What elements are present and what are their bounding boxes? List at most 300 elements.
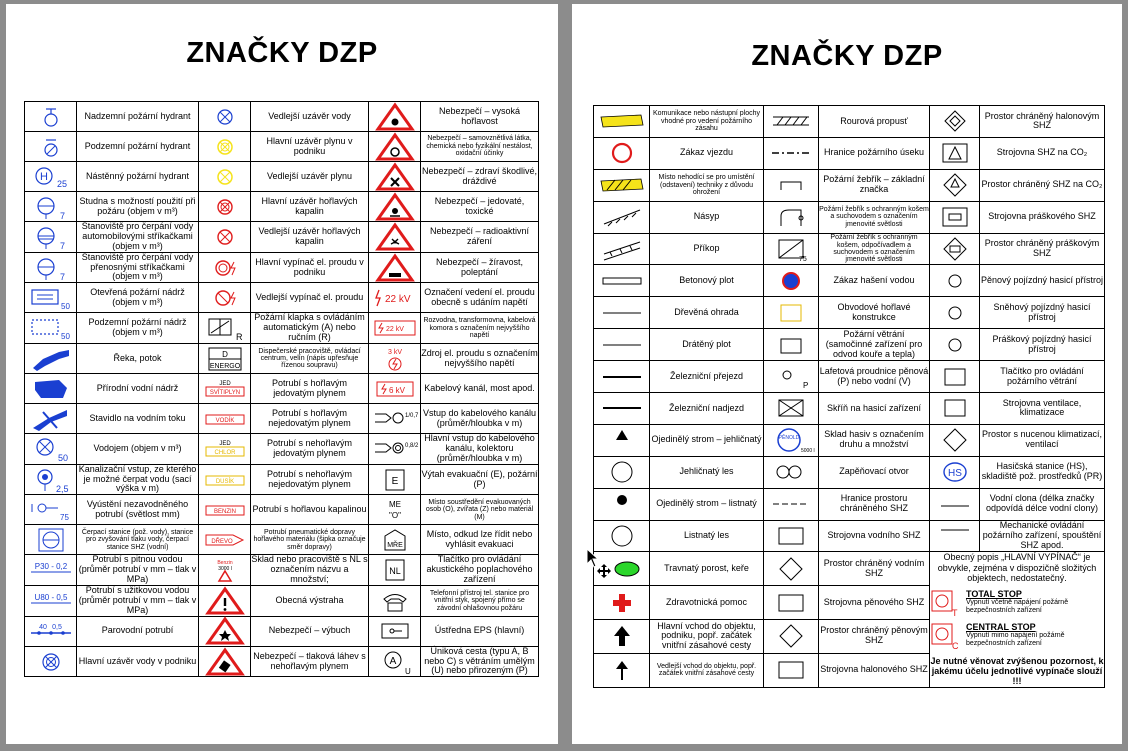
legend-text: Nebezpečí – samovznětlivá látka, chemická nebo fyzikální nestálost, oxidační účinky (421, 132, 539, 162)
wire-fence-icon (594, 329, 650, 361)
well-volume: 7 (59, 210, 65, 221)
legend-text: Nebezpečí – jedovaté, toxické (421, 192, 539, 222)
concrete-fence-icon (594, 265, 650, 297)
legend-text: Potrubí s nehořlavým nejedovatým plynem (251, 464, 369, 495)
water-point-auto-icon (25, 222, 77, 253)
sewer-inlet-height: 2,5 (55, 483, 69, 494)
legend-row (594, 488, 1105, 520)
agent-amount-label: 5000 l (801, 448, 815, 455)
escape-route-letter: A (389, 655, 396, 667)
flammable-structure-icon (764, 297, 819, 329)
central-stop-block (930, 622, 1104, 650)
legend-text: Hlavní vypínač el. proudu v podniku (251, 252, 369, 283)
central-stop-label: CENTRAL STOP (966, 621, 1036, 632)
legend-text: Násyp (650, 201, 764, 233)
legend-text: Přírodní vodní nádrž (77, 374, 199, 404)
legend-row (25, 102, 539, 132)
legend-text: Stavidlo na vodním toku (77, 404, 199, 434)
legend-text: Místo soustředění evakuovaných osob (O), zvířata (Z) nebo materiál (M) (421, 495, 539, 525)
legend-text: Hranice prostoru chráněného SHZ (819, 488, 930, 520)
legend-text: Skříň na hasicí zařízení (819, 393, 930, 425)
power-line-icon (369, 283, 421, 313)
legend-text: Vodojem (objem v m³) (77, 434, 199, 465)
warning-corrosive-icon (369, 252, 421, 283)
culvert-icon (764, 106, 819, 138)
powder-area-icon (930, 233, 980, 265)
legend-text: Betonový plot (650, 265, 764, 297)
dry-pipe-outlet-icon (25, 495, 77, 525)
legend-row (594, 329, 1105, 361)
left-page-title: ZNAČKY DZP (186, 37, 378, 69)
side-entrance-icon (594, 653, 650, 687)
legend-text: Hasičská stanice (HS), skladiště pož. prostředků (PR) (980, 456, 1105, 488)
no-water-icon (764, 265, 819, 297)
legend-text: Hlavní uzávěr vody v podniku (77, 646, 199, 677)
deciduous-forest-icon (594, 520, 650, 552)
legend-text: Nástěnný požární hydrant (77, 162, 199, 192)
legend-text: Ojedinělý strom – listnatý (650, 488, 764, 520)
note-text: Obecný popis „HLAVNÍ VYPÍNAČ“ je obvykle, zejména v dispozičně složitých objektech, nedostatečný. (937, 552, 1097, 584)
valve-secondary-liquid-icon (199, 222, 251, 253)
legend-text: Vstup do kabelového kanálu (průměr/hloubka v m) (421, 404, 539, 434)
legend-text: Prostor chráněný SHZ na CO₂ (980, 169, 1105, 201)
svg-text:H: H (39, 170, 48, 183)
legend-text: Zapěňovací otvor (819, 456, 930, 488)
fire-damper-letter: R (235, 332, 242, 343)
legend-text: Nebezpečí – výbuch (251, 616, 369, 646)
halon-area-icon (930, 106, 980, 138)
legend-text: Sklad nebo pracoviště s NL s označením názvu a množství; (251, 554, 368, 585)
legend-text: Komunikace nebo nástupní plochy vhodné pro vedení požárního zásahu (650, 106, 764, 138)
right-legend-table (593, 105, 1105, 688)
protected-boundary-icon (764, 488, 819, 520)
water-curtain-icon (930, 488, 980, 520)
dispatch-center-icon (199, 344, 251, 374)
legend-text: Potrubí s hořlavým nejedovatým plynem (251, 404, 369, 434)
pipe-nonflammable-toxic-icon (199, 434, 251, 465)
valve-secondary-water-icon (199, 102, 251, 132)
legend-text: Drátěný plot (650, 329, 764, 361)
right-page (572, 4, 1122, 744)
general-warning-icon (199, 586, 251, 617)
ladder-cage-icon (764, 201, 819, 233)
pneumatic-conveyor-icon (199, 525, 251, 555)
legend-text: Listnatý les (650, 520, 764, 552)
legend-text: Prostor s nucenou klimatizací, ventilací (980, 424, 1105, 456)
legend-row (25, 252, 539, 283)
legend-row (594, 424, 1105, 456)
legend-text: Studna s možností použití při požáru (objem v m³) (77, 192, 199, 222)
legend-text: Strojovna práškového SHZ (980, 201, 1105, 233)
tank-underground-volume: 50 (60, 332, 70, 342)
pipe-drinking-icon (25, 555, 77, 586)
legend-text: Potrubí s užitkovou vodou (průměr potrubí v mm – tlak v MPa) (77, 586, 199, 617)
natural-reservoir-icon (25, 374, 77, 404)
alarm-button-label: NL (388, 566, 401, 577)
snow-extinguisher-icon (930, 297, 980, 329)
foam-shz-room-icon (764, 586, 819, 620)
valve-main-gas-icon (199, 132, 251, 162)
cable-channel-voltage: 6 kV (388, 385, 405, 395)
legend-row (25, 495, 539, 525)
pipe-nonflam-label: DUSÍK (215, 478, 234, 485)
legend-text: Jehličnatý les (650, 456, 764, 488)
total-stop-desc: Vypnutí včetně napájení požárně bezpečnostních zařízení (966, 598, 1069, 614)
unsafe-parking-icon (594, 169, 650, 201)
total-stop-icon (930, 589, 960, 617)
warning-flammable-icon (369, 102, 421, 132)
valve-secondary-gas-icon (199, 162, 251, 192)
legend-text: Parovodní potrubí (77, 616, 199, 646)
substation-voltage: 22 kV (385, 326, 404, 334)
legend-text: Zákaz vjezdu (650, 137, 764, 169)
legend-text: Vedlejší uzávěr hořlavých kapalin (251, 222, 369, 253)
legend-text: Mechanické ovládání požárního zařízení, spouštění SHZ apod. (980, 520, 1105, 552)
conifer-tree-icon (594, 424, 650, 456)
forced-air-icon (930, 424, 980, 456)
valve-main-liquid-icon (199, 192, 251, 222)
sluice-gate-icon (25, 404, 77, 434)
warning-explosion-icon (199, 616, 251, 646)
legend-text: Označení vedení el. proudu obecně s udáním napětí (421, 283, 539, 313)
assembly-top: ME (388, 499, 401, 509)
legend-row (25, 222, 539, 253)
ventilation-room-icon (930, 393, 980, 425)
pump-station-icon (25, 525, 77, 555)
legend-text: Řeka, potok (77, 344, 199, 374)
legend-row (594, 233, 1105, 265)
legend-text: Vedlejší vypínač el. proudu (251, 283, 369, 313)
legend-row (25, 192, 539, 222)
hydrant-wall-icon (25, 162, 77, 192)
legend-text: Nebezpečí – žíravost, poleptání (421, 252, 539, 283)
pipe-flammable-label: VODÍK (215, 417, 234, 424)
legend-row (594, 297, 1105, 329)
legend-text: Kanalizační vstup, ze kterého je možné čerpat vodu (sací výška v m) (77, 464, 199, 495)
cable-entry-size: 1/0,7 (404, 412, 418, 419)
mechanical-control-icon (930, 520, 980, 552)
monitor-nozzle-letter: P (803, 380, 809, 390)
central-stop-desc: Vypnutí mimo napájení požárně bezpečnostních zařízení (966, 631, 1065, 647)
legend-text: Požární žebřík – základní značka (819, 169, 930, 201)
fire-ventilation-icon (764, 329, 819, 361)
steam-pipe-diameter: 40 (38, 624, 47, 632)
legend-row (25, 525, 539, 555)
legend-text: Vyústění nezavodněného potrubí (světlost mm) (77, 495, 199, 525)
pipe-flammable-icon (199, 404, 251, 434)
evacuation-control-label: MŘE (386, 541, 403, 549)
well-icon (25, 192, 77, 222)
cable-main-entry-size: 0,8/2 (404, 442, 418, 449)
legend-text: Strojovna halonového SHZ (819, 653, 930, 687)
pipe-liquid-label: BENZIN (213, 508, 236, 515)
legend-row (594, 169, 1105, 201)
monitor-nozzle-icon (764, 361, 819, 393)
note-footer: Je nutné věnovat zvýšenou pozornost, k jakému účelu jednotlivé vypínače slouží !!! (930, 655, 1104, 687)
legend-text: Místo nehodící se pro umístění (odstavení) techniky z důvodu ohrožení (650, 169, 764, 201)
legend-text: Stanoviště pro čerpání vody přenosnými stříkačkami (objem v m³) (77, 252, 199, 283)
warning-chemical-icon (369, 132, 421, 162)
legend-text: Požární žebřík s ochranným košem a suchovodem s označením jmenovité světlosti (819, 201, 930, 233)
legend-text: Strojovna SHZ na CO₂ (980, 137, 1105, 169)
warning-harmful-icon (369, 162, 421, 192)
river-icon (25, 344, 77, 374)
legend-text: Prostor chráněný pěnovým SHZ (819, 620, 930, 654)
water-shz-area-icon (764, 552, 819, 586)
legend-text: Místo, odkud lze řídit nebo vyhlásit evakuaci (421, 525, 539, 555)
rail-overpass-icon (594, 393, 650, 425)
agent-storage-icon (764, 424, 819, 456)
legend-row (25, 434, 539, 465)
embankment-icon (594, 201, 650, 233)
main-entrance-icon (594, 620, 650, 654)
legend-text: Příkop (650, 233, 764, 265)
storage-amount-label: 3000 l (217, 566, 232, 573)
fire-alarm-panel-icon (369, 616, 421, 646)
pipe-nonflam-toxic-top: JED (218, 440, 231, 447)
total-stop-block (930, 589, 1104, 617)
co2-area-icon (930, 169, 980, 201)
water-point-portable-volume: 7 (59, 271, 65, 282)
tank-open-icon (25, 283, 77, 313)
legend-text: Travnatý porost, keře (650, 552, 764, 586)
pipe-nonflammable-icon (199, 464, 251, 495)
legend-text: Nebezpečí – zdraví škodlivé, dráždivé (421, 162, 539, 192)
dry-pipe-diameter: 75 (59, 512, 69, 522)
alarm-button-icon (369, 555, 421, 586)
cable-channel-icon (369, 374, 421, 404)
legend-row (25, 555, 539, 586)
legend-text: Lafetová proudnice pěnová (P) nebo vodní (V) (819, 361, 930, 393)
legend-row (594, 393, 1105, 425)
legend-text: Nadzemní požární hydrant (77, 102, 199, 132)
legend-text: Podzemní požární hydrant (77, 132, 199, 162)
pipe-toxic-label: SVÍTIPLYN (209, 389, 240, 396)
fire-station-label: HS (947, 468, 962, 480)
legend-text: Tlačítko pro ovládání akustického poplachového zařízení (421, 555, 539, 586)
dispatch-bottom-label: ENERGO (209, 362, 240, 370)
conifer-forest-icon (594, 456, 650, 488)
ladder-rest-icon (764, 233, 819, 265)
assembly-bottom: "O" (388, 510, 401, 520)
pipe-toxic-top: JED (218, 380, 231, 387)
total-stop-label: TOTAL STOP (966, 588, 1022, 599)
legend-text: Obecná výstraha (251, 586, 369, 617)
legend-text: Podzemní požární nádrž (objem v m³) (77, 313, 199, 344)
fire-section-boundary-icon (764, 137, 819, 169)
legend-text: Železniční přejezd (650, 361, 764, 393)
legend-text: Vodní clona (délka značky odpovídá délce vodní clony) (980, 488, 1105, 520)
powder-extinguisher-icon (930, 329, 980, 361)
legend-text: Ojedinělý strom – jehličnatý (650, 424, 764, 456)
warning-gas-cylinder-icon (199, 646, 251, 677)
powder-room-icon (930, 201, 980, 233)
legend-text: Výtah evakuační (E), požární (P) (421, 464, 539, 495)
hydrant-underground-icon (25, 132, 77, 162)
legend-text: Obvodové hořlavé konstrukce (819, 297, 930, 329)
foam-extinguisher-icon (930, 265, 980, 297)
fire-damper-icon (199, 313, 251, 344)
legend-text: Čerpací stanice (pož. vody), stanice pro zvyšování tlaku vody, čerpací stanice SHZ (vodní) (77, 525, 199, 555)
legend-text: Hlavní uzávěr plynu v podniku (251, 132, 369, 162)
legend-text: Vedlejší vchod do objektu, popř. začátek vnitřní zásahové cesty (650, 653, 764, 687)
pipe-drinking-label: P30 - 0,2 (34, 562, 67, 572)
left-page (6, 4, 558, 744)
legend-text: Hlavní vchod do objektu, podniku, popř. začátek vnitřní zásahové cesty (650, 620, 764, 654)
evacuation-control-icon (369, 525, 421, 555)
power-source-voltage: 3 kV (387, 348, 402, 356)
legend-text: Vedlejší uzávěr plynu (251, 162, 369, 192)
pipe-nonflam-toxic-label: CHLOR (213, 449, 236, 456)
water-tower-volume: 50 (57, 452, 68, 463)
legend-text: Dispečerské pracoviště, ovládací centrum, velín (nápis upřesňuje řízenou soupravu) (251, 344, 369, 374)
cable-entry-icon (369, 404, 421, 434)
legend-row (594, 106, 1105, 138)
warning-toxic-icon (369, 192, 421, 222)
legend-text: Sklad hasiv s označením druhu a množství (819, 424, 930, 456)
legend-text: Úniková cesta (typu A, B nebo C) s větráním umělým (U) nebo přirozeným (P) (421, 646, 539, 677)
legend-text: Sněhový pojízdný hasicí přístroj (980, 297, 1105, 329)
hydrant-above-icon (25, 102, 77, 132)
left-legend-table (24, 101, 539, 677)
agent-name-label: PĚNOLD (778, 435, 800, 442)
legend-text: Tlačítko pro ovládání požárního větrání (980, 361, 1105, 393)
central-stop-letter: C (952, 640, 959, 651)
legend-text: Potrubí s pitnou vodou (průměr potrubí v mm – tlak v MPa) (77, 555, 199, 586)
legend-text: Požární žebřík s ochranným košem, odpočívadlem a suchovodem s označením jmenovité světlosti (819, 233, 930, 265)
legend-text: Hranice požárního úseku (819, 137, 930, 169)
legend-text: Hlavní vstup do kabelového kanálu, kolektoru (průměr/hloubka v m) (421, 434, 539, 465)
legend-row (25, 344, 539, 374)
pipe-utility-icon (25, 586, 77, 617)
main-water-valve-icon (25, 646, 77, 677)
legend-text: Pěnový pojízdný hasicí přístroj (980, 265, 1105, 297)
legend-row (25, 313, 539, 344)
legend-row (25, 374, 539, 404)
legend-text: Rourová propusť (819, 106, 930, 138)
legend-text: Zdravotnická pomoc (650, 586, 764, 620)
vent-button-icon (930, 361, 980, 393)
total-stop-letter: T (952, 607, 958, 618)
pipe-flammable-toxic-icon (199, 374, 251, 404)
storage-top-label: Benzin (216, 560, 233, 567)
halon-room-icon (764, 653, 819, 687)
central-stop-icon (930, 622, 960, 650)
legend-row (25, 586, 539, 617)
legend-row (594, 361, 1105, 393)
legend-row (594, 520, 1105, 552)
legend-text: Zákaz hašení vodou (819, 265, 930, 297)
hydrant-wall-number: 25 (56, 178, 67, 189)
switch-main-power-icon (199, 252, 251, 283)
legend-text: Nebezpečí – radioaktivní záření (421, 222, 539, 253)
legend-text: Potrubí pneumatické dopravy hořlavého materiálu (šipka označuje směr dopravy) (251, 525, 369, 555)
legend-row (594, 137, 1105, 169)
dispatch-top-label: D (221, 349, 228, 359)
sewer-inlet-icon (25, 464, 77, 495)
steam-pipe-pressure: 0,5 (51, 624, 62, 632)
substation-icon (369, 313, 421, 344)
main-switch-note (930, 552, 1105, 687)
legend-text: Otevřená požární nádrž (objem v m³) (77, 283, 199, 313)
pipe-utility-label: U80 - 0,5 (34, 592, 67, 602)
fire-station-icon (930, 456, 980, 488)
tank-open-volume: 50 (60, 301, 70, 311)
pipe-liquid-icon (199, 495, 251, 525)
medical-cross-icon (594, 586, 650, 620)
storage-flammable-icon (199, 555, 251, 586)
escape-route-sub: U (404, 666, 411, 676)
legend-row (25, 464, 539, 495)
water-point-portable-icon (25, 252, 77, 283)
legend-text: Požární klapka s ovládáním automatickým (A) nebo ručním (R) (251, 313, 369, 344)
power-source-icon (369, 344, 421, 374)
pneumatic-label: DŘEVO (210, 538, 233, 545)
legend-text: Vedlejší uzávěr vody (251, 102, 369, 132)
water-tower-icon (25, 434, 77, 465)
legend-text: Telefonní přístroj tel. stanice pro vnitřní styk, spojený přímo se závodní ohlašovnou požáru (421, 586, 539, 617)
no-entry-icon (594, 137, 650, 169)
legend-row (594, 265, 1105, 297)
legend-text: Potrubí s hořlavým jedovatým plynem (251, 374, 369, 404)
legend-text: Potrubí s hořlavou kapalinou (251, 495, 369, 525)
legend-text: Hlavní uzávěr hořlavých kapalin (251, 192, 369, 222)
legend-text: Ústředna EPS (hlavní) (421, 616, 539, 646)
ladder-size-label: 75 (799, 256, 807, 263)
escape-route-icon (369, 646, 421, 677)
extinguisher-cabinet-icon (764, 393, 819, 425)
assembly-point-icon (369, 495, 421, 525)
legend-row (594, 201, 1105, 233)
legend-text: Stanoviště pro čerpání vody automobilovými stříkačkami (objem v m³) (77, 222, 199, 253)
legend-text: Strojovna ventilace, klimatizace (980, 393, 1105, 425)
foam-inlet-icon (764, 456, 819, 488)
telephone-icon (369, 586, 421, 617)
water-shz-room-icon (764, 520, 819, 552)
legend-row (25, 162, 539, 192)
legend-text: Kabelový kanál, most apod. (421, 374, 539, 404)
co2-room-icon (930, 137, 980, 169)
move-cursor-icon (597, 564, 611, 578)
legend-text: Prostor chráněný vodním SHZ (819, 552, 930, 586)
right-page-title: ZNAČKY DZP (751, 40, 943, 72)
legend-text: Strojovna pěnového SHZ (819, 586, 930, 620)
legend-row (25, 404, 539, 434)
steam-pipe-icon (25, 616, 77, 646)
legend-text: Rozvodna, transformovna, kabelová komora s označením nejvyššího napětí (421, 313, 539, 344)
legend-text: Nebezpečí – vysoká hořlavost (421, 102, 539, 132)
legend-text: Potrubí s nehořlavým jedovatým plynem (251, 434, 369, 465)
wooden-fence-icon (594, 297, 650, 329)
power-line-voltage: 22 kV (384, 293, 411, 305)
tank-underground-icon (25, 313, 77, 344)
access-road-icon (594, 106, 650, 138)
ditch-icon (594, 233, 650, 265)
water-point-auto-volume: 7 (59, 240, 65, 251)
foam-shz-area-icon (764, 620, 819, 654)
legend-text: Nebezpečí – tlaková láhev s nehořlavým plynem (251, 646, 369, 677)
legend-row (594, 552, 1105, 586)
legend-row (25, 283, 539, 313)
legend-text: Dřevěná ohrada (650, 297, 764, 329)
deciduous-tree-icon (594, 488, 650, 520)
fire-ladder-icon (764, 169, 819, 201)
elevator-letter: E (391, 475, 398, 487)
legend-row (594, 456, 1105, 488)
legend-text: Práškový pojízdný hasicí přístroj (980, 329, 1105, 361)
cable-main-entry-icon (369, 434, 421, 465)
elevator-icon (369, 464, 421, 495)
